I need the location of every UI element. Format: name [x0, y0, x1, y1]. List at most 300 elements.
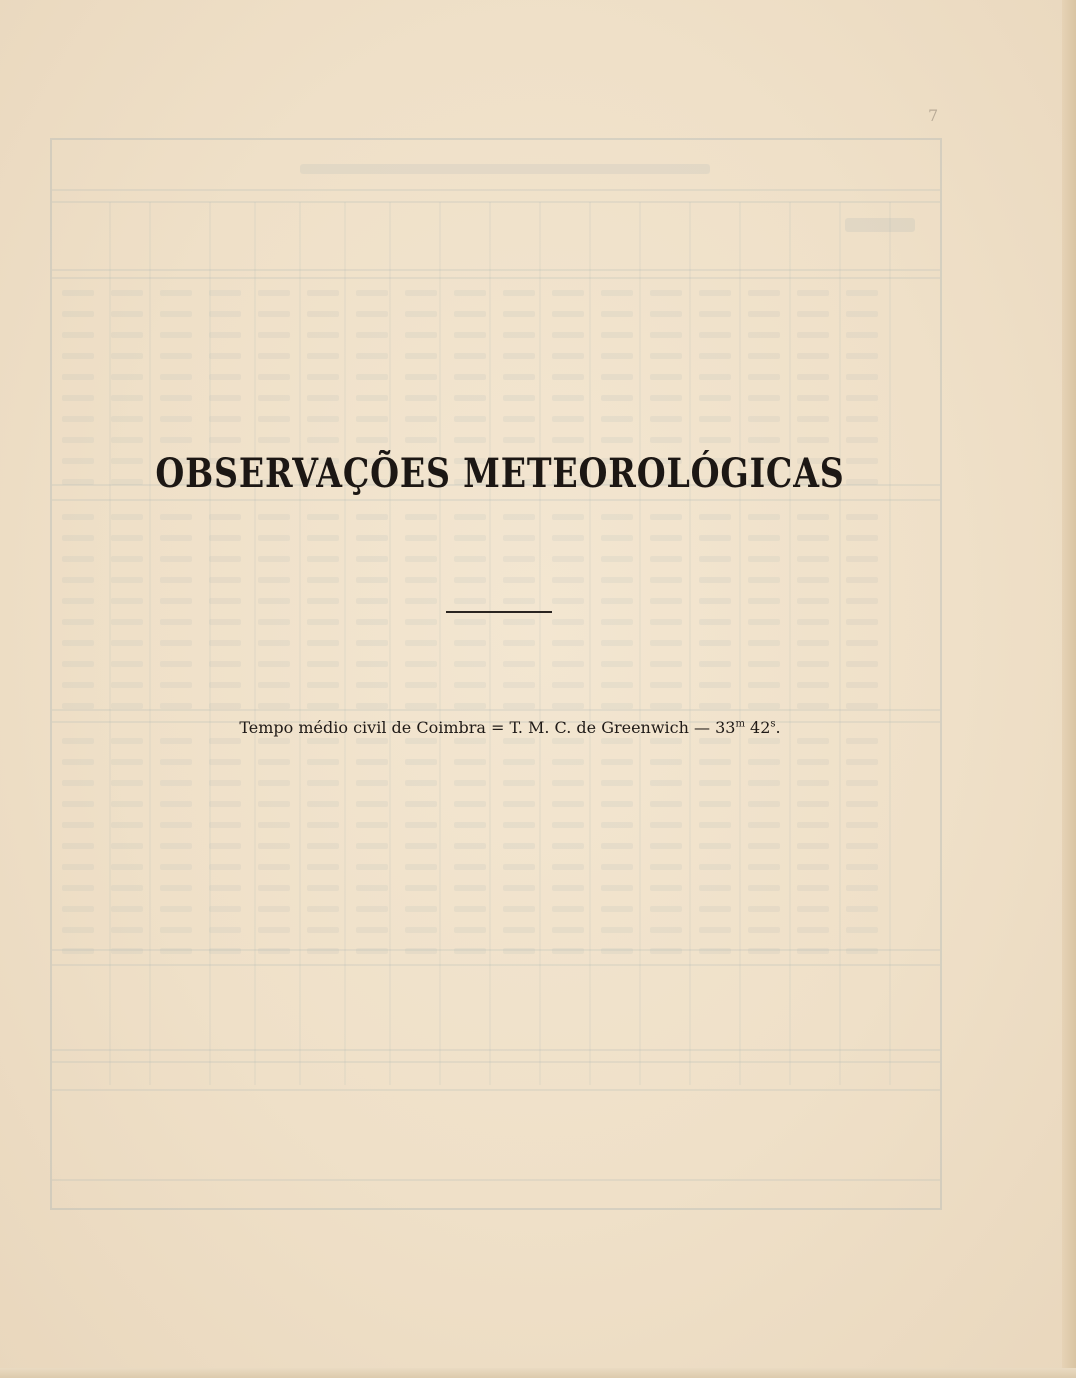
bleed-through-cell [454, 290, 486, 296]
bleed-through-cell [552, 535, 584, 541]
bleed-through-cell [454, 416, 486, 422]
bleed-through-cell [405, 598, 437, 604]
bleed-through-cell [699, 948, 731, 954]
bleed-through-cell [209, 290, 241, 296]
bleed-through-cell [503, 703, 535, 709]
bleed-through-cell [258, 556, 290, 562]
bleed-through-cell [846, 801, 878, 807]
bleed-through-cell [356, 416, 388, 422]
bleed-through-cell [405, 416, 437, 422]
bleed-through-cell [356, 535, 388, 541]
bleed-through-cell [62, 780, 94, 786]
bleed-through-cell [601, 577, 633, 583]
bleed-through-cell [62, 535, 94, 541]
bleed-through-cell [454, 682, 486, 688]
bleed-through-cell [601, 682, 633, 688]
bleed-through-cell [160, 759, 192, 765]
bleed-through-cell [846, 437, 878, 443]
bleed-through-cell [258, 598, 290, 604]
bleed-through-cell [503, 332, 535, 338]
bleed-through-cell [454, 822, 486, 828]
bleed-through-cell [650, 927, 682, 933]
bleed-through-cell [601, 801, 633, 807]
bleed-through-cell [650, 311, 682, 317]
bleed-through-cell [307, 311, 339, 317]
bleed-through-cell [209, 619, 241, 625]
bleed-through-cell [160, 640, 192, 646]
bleed-through-cell [307, 556, 339, 562]
bleed-through-cell [62, 927, 94, 933]
page-title: OBSERVAÇÕES METEOROLÓGICAS [155, 450, 845, 497]
bleed-through-cell [503, 843, 535, 849]
bleed-through-cell [209, 759, 241, 765]
bleed-through-cell [748, 703, 780, 709]
bleed-through-cell [650, 598, 682, 604]
bleed-through-cell [699, 598, 731, 604]
bleed-through-cell [111, 395, 143, 401]
bleed-through-cell [650, 703, 682, 709]
bleed-through-cell [258, 843, 290, 849]
bleed-through-cell [356, 332, 388, 338]
bleed-through-cell [258, 661, 290, 667]
bleed-through-cell [405, 535, 437, 541]
bleed-through-cell [356, 556, 388, 562]
bleed-through-cell [405, 906, 437, 912]
bleed-through-cell [356, 577, 388, 583]
bleed-through-cell [209, 661, 241, 667]
bleed-through-cell [846, 640, 878, 646]
bleed-through-cell [209, 801, 241, 807]
bleed-through-cell [111, 682, 143, 688]
bleed-through-cell [160, 374, 192, 380]
bleed-through-cell [846, 864, 878, 870]
bleed-through-cell [748, 948, 780, 954]
bleed-through-cell [307, 437, 339, 443]
bleed-through-cell [258, 801, 290, 807]
bleed-through-cell [650, 822, 682, 828]
bleed-through-cell [258, 619, 290, 625]
bleed-through-cell [62, 353, 94, 359]
bleed-through-heading [845, 218, 915, 232]
bleed-through-cell [748, 661, 780, 667]
bleed-through-cell [552, 332, 584, 338]
bleed-through-cell [307, 619, 339, 625]
bleed-through-cell [356, 885, 388, 891]
bleed-through-cell [552, 780, 584, 786]
bleed-through-cell [601, 864, 633, 870]
bleed-through-cell [454, 353, 486, 359]
bleed-through-cell [699, 416, 731, 422]
bleed-through-cell [209, 927, 241, 933]
bleed-through-cell [111, 374, 143, 380]
bleed-through-cell [307, 822, 339, 828]
bleed-through-cell [503, 759, 535, 765]
bleed-through-cell [650, 864, 682, 870]
bleed-through-cell [650, 290, 682, 296]
bleed-through-cell [62, 661, 94, 667]
bleed-through-cell [209, 885, 241, 891]
bleed-through-cell [454, 437, 486, 443]
bleed-through-cell [748, 577, 780, 583]
bleed-through-cell [258, 738, 290, 744]
bleed-through-cell [258, 682, 290, 688]
bleed-through-cell [356, 738, 388, 744]
bleed-through-cell [601, 416, 633, 422]
bleed-through-cell [356, 822, 388, 828]
bleed-through-cell [405, 801, 437, 807]
bleed-through-cell [160, 598, 192, 604]
bleed-through-cell [160, 822, 192, 828]
bleed-through-cell [62, 332, 94, 338]
bleed-through-cell [552, 885, 584, 891]
bleed-through-cell [601, 514, 633, 520]
bleed-through-cell [699, 332, 731, 338]
bleed-through-cell [356, 682, 388, 688]
bleed-through-cell [601, 948, 633, 954]
bleed-through-cell [650, 416, 682, 422]
bleed-through-cell [209, 780, 241, 786]
bleed-through-cell [846, 703, 878, 709]
bleed-through-cell [209, 640, 241, 646]
bleed-through-cell [307, 640, 339, 646]
bleed-through-cell [552, 514, 584, 520]
bleed-through-cell [552, 661, 584, 667]
bleed-through-cell [454, 535, 486, 541]
bleed-through-cell [650, 759, 682, 765]
bleed-through-cell [699, 535, 731, 541]
bleed-through-cell [503, 556, 535, 562]
bleed-through-cell [111, 703, 143, 709]
bleed-through-cell [601, 437, 633, 443]
bleed-through-cell [748, 437, 780, 443]
bleed-through-cell [454, 843, 486, 849]
bleed-through-cell [846, 759, 878, 765]
bleed-through-cell [454, 738, 486, 744]
bleed-through-cell [650, 843, 682, 849]
bleed-through-cell [307, 801, 339, 807]
bleed-through-cell [699, 640, 731, 646]
bleed-through-cell [160, 801, 192, 807]
bleed-through-cell [405, 682, 437, 688]
bleed-through-cell [209, 843, 241, 849]
bleed-through-cell [846, 395, 878, 401]
bleed-through-cell [650, 556, 682, 562]
bleed-through-cell [797, 927, 829, 933]
bleed-through-cell [552, 822, 584, 828]
bleed-through-cell [650, 906, 682, 912]
bleed-through-cell [601, 661, 633, 667]
bleed-through-cell [846, 661, 878, 667]
bleed-through-cell [258, 353, 290, 359]
bleed-through-cell [307, 759, 339, 765]
bleed-through-cell [209, 311, 241, 317]
bleed-through-cell [797, 556, 829, 562]
bleed-through-cell [503, 885, 535, 891]
bleed-through-cell [454, 759, 486, 765]
bleed-through-cell [846, 514, 878, 520]
bleed-through-cell [62, 437, 94, 443]
bleed-through-cell [797, 759, 829, 765]
bleed-through-cell [405, 640, 437, 646]
bleed-through-cell [650, 780, 682, 786]
bleed-through-cell [601, 780, 633, 786]
bleed-through-cell [405, 514, 437, 520]
bleed-through-cell [307, 738, 339, 744]
bleed-through-cell [748, 682, 780, 688]
bleed-through-cell [62, 640, 94, 646]
bleed-through-cell [62, 290, 94, 296]
bleed-through-cell [797, 395, 829, 401]
bleed-through-cell [209, 577, 241, 583]
bleed-through-cell [650, 535, 682, 541]
bleed-through-cell [62, 556, 94, 562]
bleed-through-cell [160, 437, 192, 443]
bleed-through-cell [209, 374, 241, 380]
bleed-through-cell [62, 416, 94, 422]
bleed-through-cell [650, 395, 682, 401]
subtitle-suffix: . [775, 718, 781, 737]
bleed-through-cell [797, 780, 829, 786]
bleed-through-cell [405, 395, 437, 401]
bleed-through-cell [601, 311, 633, 317]
bleed-through-cell [209, 395, 241, 401]
bleed-through-cell [748, 556, 780, 562]
bleed-through-cell [405, 864, 437, 870]
bleed-through-cell [454, 395, 486, 401]
bleed-through-cell [356, 374, 388, 380]
bleed-through-cell [748, 311, 780, 317]
bleed-through-cell [797, 374, 829, 380]
bleed-through-cell [356, 353, 388, 359]
bleed-through-cell [846, 843, 878, 849]
title-divider [446, 611, 552, 613]
bleed-through-cell [650, 619, 682, 625]
bleed-through-cell [846, 780, 878, 786]
bleed-through-cell [62, 885, 94, 891]
page-subtitle [0, 718, 1020, 737]
bleed-through-cell [62, 395, 94, 401]
bleed-through-cell [307, 332, 339, 338]
bleed-through-cell [405, 619, 437, 625]
bleed-through-cell [699, 738, 731, 744]
bleed-through-cell [503, 311, 535, 317]
bleed-through-cell [748, 395, 780, 401]
bleed-through-cell [111, 556, 143, 562]
bleed-through-cell [797, 640, 829, 646]
bleed-through-cell [405, 661, 437, 667]
bleed-through-cell [552, 906, 584, 912]
bleed-through-cell [258, 416, 290, 422]
bleed-through-cell [552, 353, 584, 359]
bleed-through-cell [797, 906, 829, 912]
bleed-through-cell [503, 619, 535, 625]
bleed-through-cell [748, 843, 780, 849]
bleed-through-cell [650, 514, 682, 520]
bleed-through-cell [209, 416, 241, 422]
bleed-through-cell [454, 311, 486, 317]
bleed-through-cell [111, 619, 143, 625]
bleed-through-cell [258, 332, 290, 338]
bleed-through-cell [307, 514, 339, 520]
bleed-through-cell [552, 801, 584, 807]
bleed-through-cell [307, 843, 339, 849]
bleed-through-cell [405, 332, 437, 338]
bleed-through-cell [650, 374, 682, 380]
bleed-through-cell [160, 353, 192, 359]
bleed-through-cell [454, 374, 486, 380]
bleed-through-cell [797, 801, 829, 807]
bleed-through-cell [356, 661, 388, 667]
bleed-through-cell [258, 759, 290, 765]
bleed-through-cell [160, 864, 192, 870]
bleed-through-cell [111, 598, 143, 604]
bleed-through-cell [356, 290, 388, 296]
bleed-through-cell [503, 906, 535, 912]
bleed-through-cell [111, 514, 143, 520]
bleed-through-cell [258, 374, 290, 380]
bleed-through-cell [111, 640, 143, 646]
bleed-through-cell [601, 759, 633, 765]
bleed-through-cell [405, 577, 437, 583]
bleed-through-cell [748, 906, 780, 912]
bleed-through-cell [62, 906, 94, 912]
bleed-through-cell [405, 822, 437, 828]
bleed-through-cell [650, 885, 682, 891]
bleed-through-cell [601, 332, 633, 338]
bleed-through-cell [307, 374, 339, 380]
bleed-through-cell [454, 948, 486, 954]
bleed-through-cell [160, 395, 192, 401]
bleed-through-cell [650, 353, 682, 359]
bleed-through-cell [552, 290, 584, 296]
bleed-through-cell [258, 780, 290, 786]
bleed-through-cell [797, 948, 829, 954]
bleed-through-cell [748, 759, 780, 765]
bleed-through-cell [748, 332, 780, 338]
bleed-through-cell [748, 780, 780, 786]
bleed-through-cell [699, 864, 731, 870]
bleed-through-cell [699, 703, 731, 709]
bleed-through-cell [846, 948, 878, 954]
bleed-through-cell [552, 311, 584, 317]
bleed-through-cell [62, 682, 94, 688]
bleed-through-cell [356, 598, 388, 604]
bleed-through-cell [552, 703, 584, 709]
bleed-through-cell [552, 619, 584, 625]
bleed-through-cell [258, 514, 290, 520]
bleed-through-cell [405, 927, 437, 933]
bleed-through-cell [111, 661, 143, 667]
bleed-through-cell [503, 290, 535, 296]
bleed-through-cell [111, 437, 143, 443]
bleed-through-cell [209, 535, 241, 541]
bleed-through-cell [552, 598, 584, 604]
bleed-through-cell [503, 437, 535, 443]
bleed-through-cell [601, 535, 633, 541]
bleed-through-cell [405, 738, 437, 744]
bleed-through-cell [209, 332, 241, 338]
bleed-through-cell [503, 598, 535, 604]
bleed-through-cell [601, 598, 633, 604]
bleed-through-cell [307, 780, 339, 786]
bleed-through-cell [699, 311, 731, 317]
bleed-through-cell [748, 822, 780, 828]
bleed-through-cell [209, 598, 241, 604]
bleed-through-cell [846, 906, 878, 912]
bleed-through-cell [454, 661, 486, 667]
bleed-through-cell [650, 738, 682, 744]
bleed-through-cell [209, 948, 241, 954]
bleed-through-cell [797, 311, 829, 317]
bleed-through-cell [62, 374, 94, 380]
bleed-through-cell [552, 682, 584, 688]
bleed-through-cell [846, 822, 878, 828]
bleed-through-cell [699, 682, 731, 688]
bleed-through-cell [160, 311, 192, 317]
bleed-through-cell [160, 416, 192, 422]
bleed-through-cell [601, 738, 633, 744]
bleed-through-cell [258, 885, 290, 891]
bleed-through-cell [454, 577, 486, 583]
bleed-through-cell [503, 353, 535, 359]
bleed-through-cell [552, 864, 584, 870]
bleed-through-cell [846, 311, 878, 317]
bleed-through-cell [748, 535, 780, 541]
bleed-through-cell [650, 801, 682, 807]
bleed-through-cell [405, 437, 437, 443]
bleed-through-cell [454, 885, 486, 891]
bleed-through-cell [601, 885, 633, 891]
bleed-through-cell [797, 514, 829, 520]
bleed-through-cell [699, 906, 731, 912]
bleed-through-cell [503, 682, 535, 688]
bleed-through-cell [209, 682, 241, 688]
bleed-through-cell [160, 535, 192, 541]
bleed-through-cell [258, 822, 290, 828]
bleed-through-cell [650, 577, 682, 583]
bleed-through-cell [307, 598, 339, 604]
bleed-through-cell [111, 780, 143, 786]
bleed-through-cell [62, 703, 94, 709]
bleed-through-cell [748, 927, 780, 933]
bleed-through-cell [650, 640, 682, 646]
bleed-through-cell [503, 640, 535, 646]
bleed-through-cell [748, 598, 780, 604]
bleed-through-cell [699, 353, 731, 359]
bleed-through-cell [454, 556, 486, 562]
bleed-through-cell [650, 948, 682, 954]
bleed-through-cell [503, 374, 535, 380]
bleed-through-cell [209, 556, 241, 562]
bleed-through-cell [699, 619, 731, 625]
bleed-through-cell [111, 948, 143, 954]
bleed-through-cell [846, 556, 878, 562]
bleed-through-cell [797, 843, 829, 849]
bleed-through-cell [748, 885, 780, 891]
bleed-through-cell [846, 535, 878, 541]
bleed-through-cell [601, 290, 633, 296]
bleed-through-cell [160, 703, 192, 709]
bleed-through-cell [748, 416, 780, 422]
bleed-through-cell [601, 619, 633, 625]
bleed-through-cell [552, 738, 584, 744]
bleed-through-cell [111, 927, 143, 933]
bleed-through-cell [601, 374, 633, 380]
bleed-through-cell [699, 661, 731, 667]
bleed-through-cell [797, 437, 829, 443]
bleed-through-cell [62, 843, 94, 849]
bleed-through-cell [454, 598, 486, 604]
